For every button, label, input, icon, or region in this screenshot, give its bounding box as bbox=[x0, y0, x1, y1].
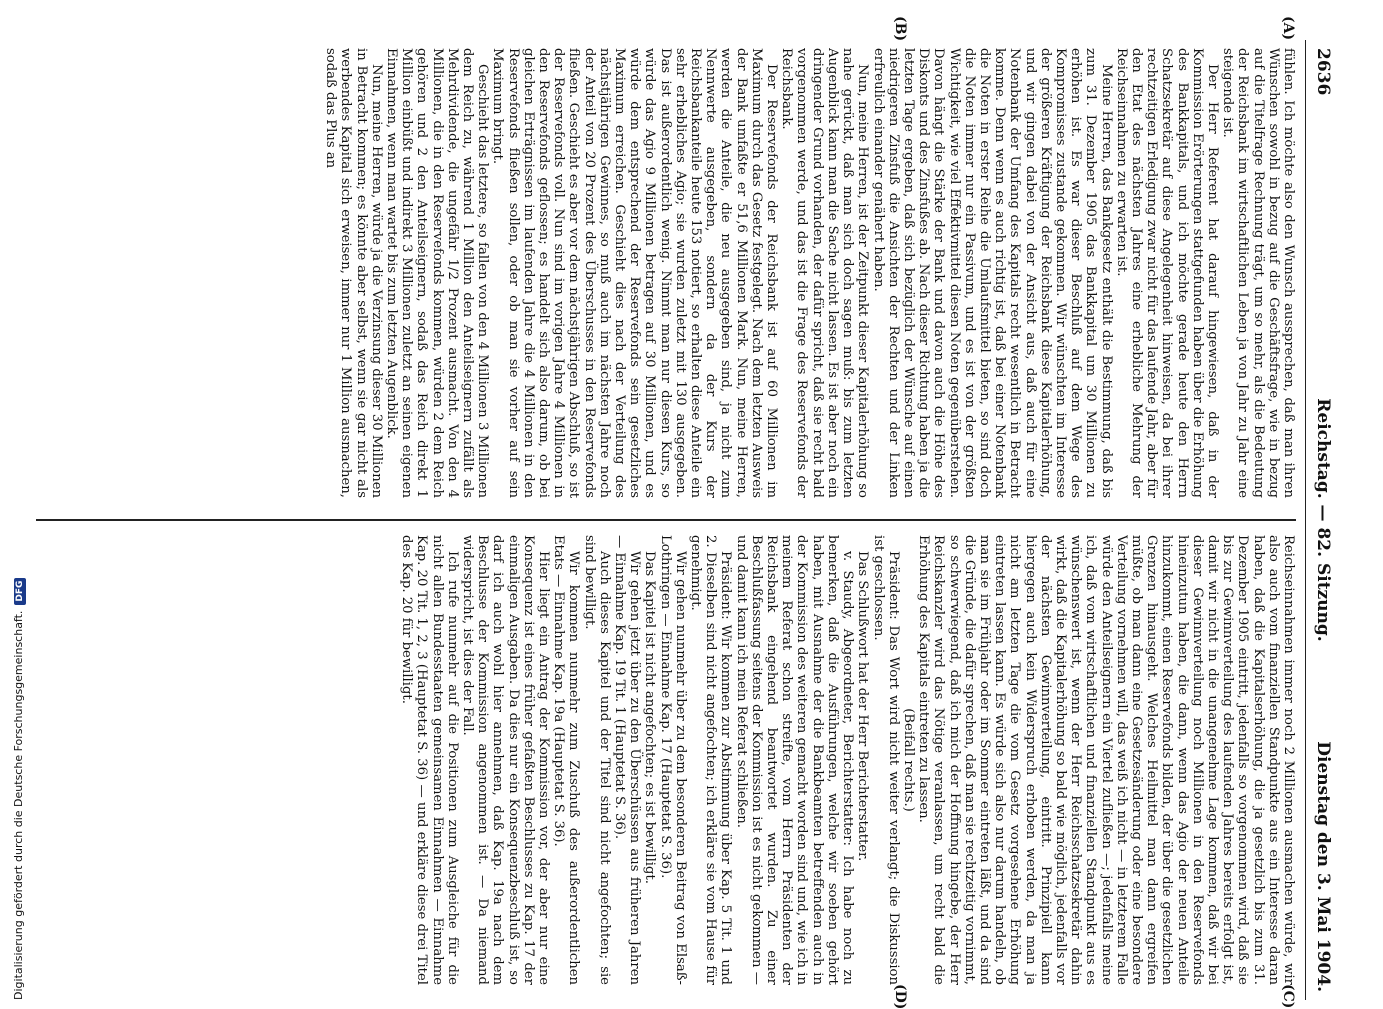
paragraph: Wir gehen jetzt über zu den Überschüssen aus früheren Jahren — Einnahme Kap. 19 Tit. 1 (Hauptetat S. 36). bbox=[612, 535, 643, 985]
paragraph: Der Reservefonds der Reichsbank ist auf 60 Millionen im Maximum durch das Gesetz festgelegt. Nach dem letzten Ausweis der Bank umfaßte er 51,6 Millionen Mark. Nun, meine Herren, werden die Anteile, die neu ausgegeben sind, ja nicht zum Nennwerte ausgegeben, sondern da der Kurs der Reichsbankanteile heute 153 notiert, so erhalten diese Anteile ein sehr erhebliches Agio; sie wurden zuletzt mit 130 ausgegeben. Das ist außerordentlich wenig. Nimmt man nur diesen Kurs, so würde das Agio 9 Millionen betragen auf 30 Millionen, und es würde dem entsprechend der Reservefonds sein gesetzliches Maximum erreichen. Geschieht dies nach der Verteilung des nächstjährigen Gewinnes, so muß auch im nächsten Jahre noch der Anteil von 20 Prozent des Überschusses in den Reservefonds fließen. Geschieht es aber vor dem nächstjährigen Abschluß, so ist der Reservefonds voll. Nun sind im vorigen Jahre 4 Millionen in den Reservefonds geflossen; es handelt sich also darum, ob bei gleichen Erträgnissen im laufenden Jahre die 4 Millionen in den Reservefonds fließen sollen, oder ob man sie vorher auf sein Maximum bringt. bbox=[490, 48, 780, 498]
paragraph: Das Kapitel ist nicht angefochten; es ist bewilligt. bbox=[642, 551, 658, 884]
running-title: Reichstag. — 82. Sitzung. bbox=[1313, 398, 1333, 642]
margin-marker-b: (B) bbox=[892, 16, 908, 42]
margin-marker-a: (A) bbox=[1280, 16, 1296, 41]
paragraph: Nun, meine Herren, ist der Zeitpunkt dieser Kapitalerhöhung so nahe gerückt, daß man sich doch sagen muß: bis zum letzten Augenblick kann man die Sache nicht lassen. Es ist aber noch ein dringender Grund vorhanden, der dafür spricht, daß sie recht bald vorgenommen werde, und das ist die Frage des Reservefonds der Reichsbank. bbox=[779, 48, 871, 498]
left-column bbox=[36, 48, 1296, 498]
paragraph: Der Herr Referent hat darauf hingewiesen, daß in der Kommission Erörterungen stattgefunden haben über die Erhöhung des Bankkapitals, und ich möchte gerade heute den Herrn Schatzsekretär auf diese Angelegenheit hinweisen, da bei ihrer rechtzeitigen Erledigung zwar nicht für das laufende Jahr, aber für den Etat des nächsten Jahres eine erhebliche Mehrung der Reichseinnahmen zu erwarten ist. bbox=[1113, 48, 1220, 498]
credit-text: Digitalisierung gefördert durch die Deutsche Forschungsgemeinschaft. bbox=[12, 610, 25, 1000]
paragraph: Nun, meine Herren, würde ja die Verzinsung dieser 30 Millionen in Betracht kommen; es könnte aber selbst, wenn sie gar nicht als werbendes Kapital sich erweisen, immer nur 1 Million ausmachen, sodaß das Plus an bbox=[323, 48, 384, 498]
paragraph: Reichseinnahmen immer noch 2 Millionen ausmachen würde, wir also auch vom finanziellen Standpunkte aus ein Interesse daran haben, daß die Kapitalserhöhung, die ja gesetzlich bis zum 31. Dezember 1905 eintritt, jedenfalls so vorgenommen wird, daß sie bis zur Gewinnverteilung des laufenden Jahres bereits erfolgt ist, damit wir nicht in die unangenehme Lage kommen, daß wir bei dieser Gewinnverteilung noch Millionen in den Reservefonds hineinzutun haben, die dann, wenn das Agio der neuen Anteile hinzukommt, einen Reservefonds bilden, der über die gesetzlichen Grenzen hinausgeht. Welches Heilmittel man dann ergreifen müßte, ob man dann eine Gesetzesänderung oder eine besondere Verteilung vornehmen will, das weiß ich nicht — in letzterem Falle würde den Anteilseignern ein Viertel zufließen —; jedenfalls meine ich, daß vom wirtschaftlichen und finanziellen Standpunkt aus es wünschenswert ist, wenn der Herr Reichsschatzsekretär dahin wirkt, daß die Kapitalerhöhung so bald wie möglich, jedenfalls vor der nächsten Gewinnverteilung, eintritt. Prinzipiell kann hiergegen auch kein Widerspruch erhoben werden, da man ja nicht am letzten Tage die vom Gesetz vorgesehene Erhöhung eintreten lassen kann. Es würde sich also nur darum handeln, ob man sie im Frühjahr oder im Sommer eintreten läßt, und da sind die Gründe, die dafür sprechen, daß man sie rechtzeitig vornimmt, so schwerwiegend, daß ich mich der Hoffnung hingebe, der Herr Reichskanzler wird das Nötige veranlassen, um recht bald die Erhöhung des Kapitals eintreten zu lassen. bbox=[916, 535, 1296, 985]
paragraph: Ich rufe nunmehr auf die Positionen zum Ausgleiche für die nicht allen Bundesstaaten gemeinsamen Einnahmen — Einnahme Kap. 20 Tit. 1, 2, 3 (Hauptetat S. 36) — und erkläre diese drei Titel des Kap. 20 für bewilligt. bbox=[399, 535, 460, 985]
right-column bbox=[36, 535, 1296, 985]
paragraph: fühlen. Ich möchte also den Wunsch aussprechen, daß man ihren Wünschen sowohl in bezug auf die Geschäftsfrage, wie in bezug auf die Titelfrage Rechnung trägt, um so mehr, als die Bedeutung der Reichsbank im wirtschaftlichen Leben ja von Jahr zu Jahr eine steigende ist. bbox=[1220, 48, 1296, 498]
session-date: Dienstag den 3. Mai 1904. bbox=[1313, 741, 1333, 992]
digitization-credit bbox=[12, 578, 26, 1000]
paragraph: Präsident: Wir kommen zur Abstimmung über Kap. 5 Tit. 1 und 2. Dieselben sind nicht angefochten; ich erkläre sie vom Hause für genehmigt. bbox=[688, 535, 734, 985]
margin-marker-c: (C) bbox=[1280, 984, 1296, 1009]
column-divider bbox=[36, 519, 1296, 521]
paragraph: Hier liegt ein Antrag der Kommission vor, der aber nur eine Konsequenz ist eines früher gefaßten Beschlusses zu Kap. 17 der einmaligen Ausgaben. Da dies nur ein Konsequenzbeschluß ist, so darf ich auch wohl hier annehmen, daß Kap. 19a nach dem Beschlusse der Kommission angenommen ist. — Da niemand widerspricht, ist dies der Fall. bbox=[460, 535, 552, 985]
page-number: 2636 bbox=[1313, 48, 1333, 96]
margin-marker-d: (D) bbox=[892, 984, 908, 1009]
paragraph: v. Staudy, Abgeordneter, Berichterstatter: Ich habe noch zu bemerken, daß die Ausführungen, welche wir soeben gehört haben, mit Ausnahme der die Bankbeamten betreffenden auch in der Kommission des weiteren gemacht worden sind und, wie ich in meinem Referat schon streifte, vom Herrn Präsidenten der Reichsbank eingehend beantwortet wurden. Zu einer Beschlußfassung seitens der Kommission ist es nicht gekommen — und damit kann ich mein Referat schließen. bbox=[733, 535, 856, 985]
paragraph: Geschieht das letztere, so fallen von den 4 Millionen 3 Millionen dem Reich zu, während 1 Million den Anteilseignern zufällt als Mehrdividende, die ungefähr 1/2 Prozent ausmacht. Von den 4 Millionen, die in den Reservefonds kommen, würden 2 dem Reich gehören und 2 den Anteilseignern, sodaß das Reich direkt 1 Million einbüßt und indirekt 3 Millionen zuletzt an seinen eigenen Einnahmen, wenn man wartet bis zum letzten Augenblick. bbox=[384, 48, 491, 498]
document-page bbox=[20, 16, 1340, 1009]
paragraph: Das Schlußwort hat der Herr Berichterstatter. bbox=[855, 551, 871, 862]
applause-note: (Beifall rechts.) bbox=[900, 708, 916, 812]
paragraph: Meine Herren, das Bankgesetz enthält die Bestimmung, daß bis zum 31. Dezember 1905 das Bankkapital um 30 Millionen zu erhöhen ist. Es war dieser Beschluß auf dem Wege des Kompromisses zustande gekommen. Wir wünschten im Interesse der größeren Kräftigung der Reichsbank diese Kapitalerhöhung, und wir gingen dabei von der Ansicht aus, daß auch für eine Notenbank der Umfang des Kapitals recht wesentlich in Betracht komme. Denn wenn es auch richtig ist, daß bei einer Notenbank die Noten in erster Reihe die Umlaufsmittel bieten, so sind doch die Noten immer nur ein Passivum, und es ist von der größten Wichtigkeit, wie viel Effektivmittel diesen Noten gegenüberstehen. Davon hängt die Stärke der Bank und davon auch die Höhe des Diskonts und des Zinsfußes ab. Nach dieser Richtung haben ja die letzten Tage ergeben, daß sich bezüglich der Wünsche auf einen niedrigeren Zinsfuß die Ansichten der Rechten und der Linken erfreulich einander genähert haben. bbox=[870, 48, 1114, 498]
paragraph: Präsident: Das Wort wird nicht weiter verlangt; die Diskussion ist geschlossen. bbox=[870, 535, 901, 985]
page-header bbox=[1305, 40, 1340, 1000]
dfg-logo: DFG bbox=[14, 578, 26, 605]
paragraph: Auch dieses Kapitel und der Titel sind nicht angefochten; sie sind bewilligt. bbox=[581, 535, 612, 985]
paragraph: Wir gehen nunmehr über zu dem besonderen Beitrag von Elsaß-Lothringen — Einnahme Kap. 17 (Hauptetat S. 36). bbox=[657, 535, 688, 985]
paragraph: Wir kommen nunmehr zum Zuschuß des außerordentlichen Etats — Einnahme Kap. 19a (Hauptetat S. 36). bbox=[551, 535, 582, 985]
